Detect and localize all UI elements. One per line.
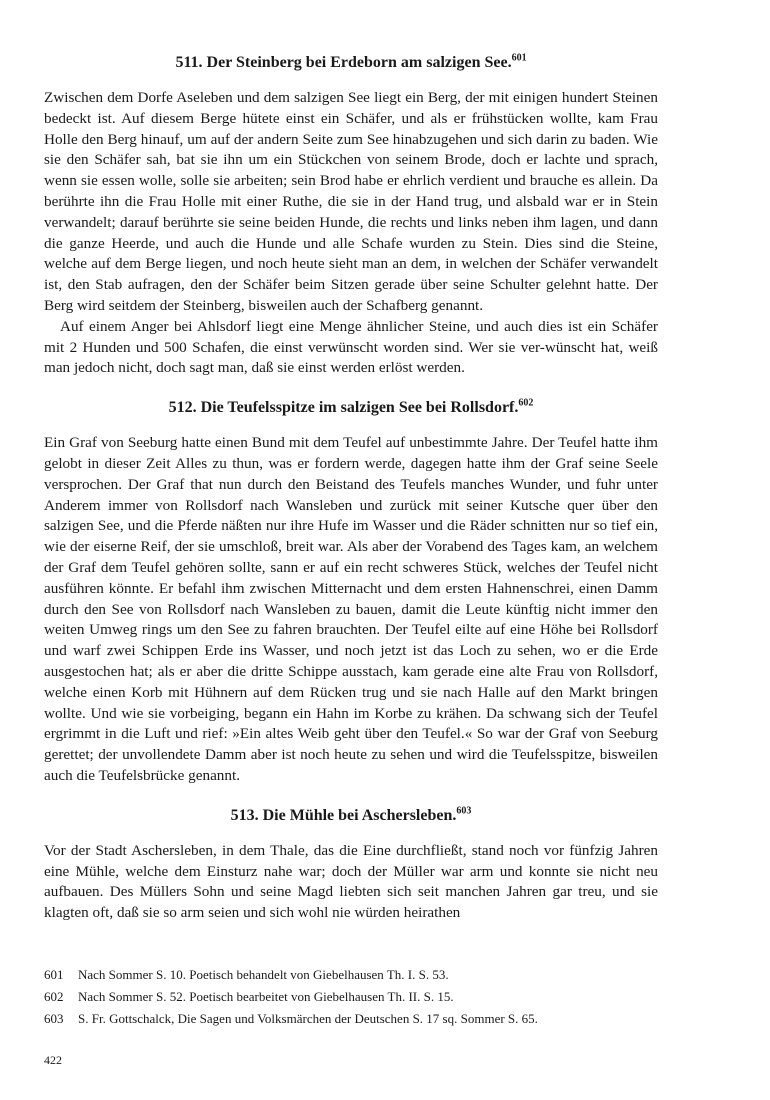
section-heading: 511. Der Steinberg bei Erdeborn am salzigen See.$^{601}$ — [175, 52, 527, 71]
footnote-text: Nach Sommer S. 52. Poetisch bearbeitet von Giebelhausen Th. II. S. 15. — [78, 989, 454, 1004]
paragraph: Ein Graf von Seeburg hatte einen Bund mit dem Teufel auf unbestimmte Jahre. Der Teufel hatte ihm gelobt in dieser Zeit Alles zu thun, was er fordern werde, dagegen hatte ihm der Graf seine Seele versprochen. Der Graf that nun durch den Beistand des Teufels manches Wunder, und fuhr unter Anderem immer von Rollsdorf nach Wansleben und zurück mit seiner Kutsche quer über den salzigen See, und die Pferde näßten nur ihre Hufe im Wasser und die Räder schnitten nur so tief ein, wie der eiserne Reif, der sie umschloß, breit war. Als aber der Vorabend des Tages kam, an welchem der Graf dem Teufel gehören sollte, sann er auf ein recht schweres Stück, welches der Teufel nicht ausführen könnte. Er befahl ihm zwischen Mitternacht und dem ersten Hahnenschrei, einen Damm durch den See von Rollsdorf nach Wansleben zu bauen, damit die Leute künftig nicht immer den weiten Umweg rings um den See zu fahren brauchten. Der Teufel eilte auf eine Höhe bei Rollsdorf und warf zwei Schippen Erde ins Wasser, und noch jetzt ist das Loch zu sehen, wo er die Erde ausgestochen hat; als er aber die dritte Schippe ausstach, kam gerade eine alte Frau von Rollsdorf, welche einen Korb mit Hühnern auf dem Rücken trug und sie nach Halle auf den Markt bringen wollte. Und wie sie vorbeiging, begann ein Hahn im Korbe zu krähen. Da schwang sich der Teufel ergrimmt in die Luft und rief: »Ein altes Weib geht über den Teufel.« So war der Graf von Seeburg gerettet; der unvollendete Damm aber ist noch heute zu sehen und wird die Teufelsspitze, bisweilen auch die Teufelsbrücke genannt. — [44, 434, 658, 784]
section-511 — [44, 52, 658, 379]
footnote-text: S. Fr. Gottschalck, Die Sagen und Volksmärchen der Deutschen S. 17 sq. Sommer S. 65. — [78, 1011, 538, 1026]
footnote-number: 601 — [44, 967, 64, 982]
paragraph: Vor der Stadt Aschersleben, in dem Thale, das die Eine durchfließt, stand noch vor fünfzig Jahren eine Mühle, welche dem Einsturz nahe war; doch der Müller war arm und konnte sie nicht neu aufbauen. Des Müllers Sohn und seine Magd liebten sich seit manchen Jahren gar treu, und sie klagten oft, daß sie so arm seien und sich wohl nie würden heirathen — [44, 841, 658, 922]
footnote-602 — [44, 986, 658, 1008]
footnote-ref[interactable]: 603 — [456, 805, 472, 817]
footnote-number: 602 — [44, 989, 64, 1004]
paragraph: Zwischen dem Dorfe Aseleben und dem salzigen See liegt ein Berg, der mit einigen hundert Steinen bedeckt ist. Auf diesem Berge hütete einst ein Schäfer, und als er frühstücken wollte, kam Frau Holle den Berg hinauf, um auf der andern Seite zum See hinabzugehen und sich darin zu baden. Wie sie den Schäfer sah, bat sie ihn um ein Stückchen von seinem Brode, doch er lachte und sprach, wenn sie essen wolle, solle sie arbeiten; sein Brod habe er ehrlich verdient und brauche es allein. Da berührte ihn die Frau Holle mit einer Ruthe, die sie in der Hand trug, und alsbald war er in Stein verwandelt; darauf berührte sie seine beiden Hunde, die rechts und links neben ihm lagen, und dann die ganze Heerde, und auch die Hunde und alle Schafe wurden zu Stein. Dies sind die Steine, welche auf dem Berge liegen, und noch heute sieht man an dem, in welchen der Schäfer verwandelt ist, den Stab aufragen, den der Schäfer beim Sitzen gerade über seine Schulter gelehnt hatte. Der Berg wird seitdem der Steinberg, bisweilen auch der Schafberg genannt. — [44, 89, 658, 314]
page-number: 422 — [44, 1053, 62, 1067]
section-heading: 512. Die Teufelsspitze im salzigen See bei Rollsdorf.$^{602}$ — [168, 397, 534, 417]
footnote-text: Nach Sommer S. 10. Poetisch behandelt von Giebelhausen Th. I. S. 53. — [78, 967, 449, 982]
section-513 — [44, 805, 658, 924]
section-512 — [44, 397, 658, 787]
page-body — [44, 52, 658, 942]
footnote-number: 603 — [44, 1011, 64, 1026]
footnote-ref[interactable]: 602 — [518, 397, 534, 409]
footnotes — [44, 964, 658, 1030]
section-heading: 513. Die Mühle bei Aschersleben.$^{603}$ — [230, 805, 472, 824]
paragraph: Auf einem Anger bei Ahlsdorf liegt eine Menge ähnlicher Steine, und auch dies ist ein Schäfer mit 2 Hunden und 500 Schafen, die einst verwünscht worden sind. Wer sie ver-wünscht hat, weiß man jedoch nicht, doch sagt man, daß sie einst werden erlöst werden. — [44, 317, 658, 377]
footnote-601 — [44, 964, 658, 986]
footnote-ref[interactable]: 601 — [511, 52, 527, 64]
footnote-603 — [44, 1008, 658, 1030]
